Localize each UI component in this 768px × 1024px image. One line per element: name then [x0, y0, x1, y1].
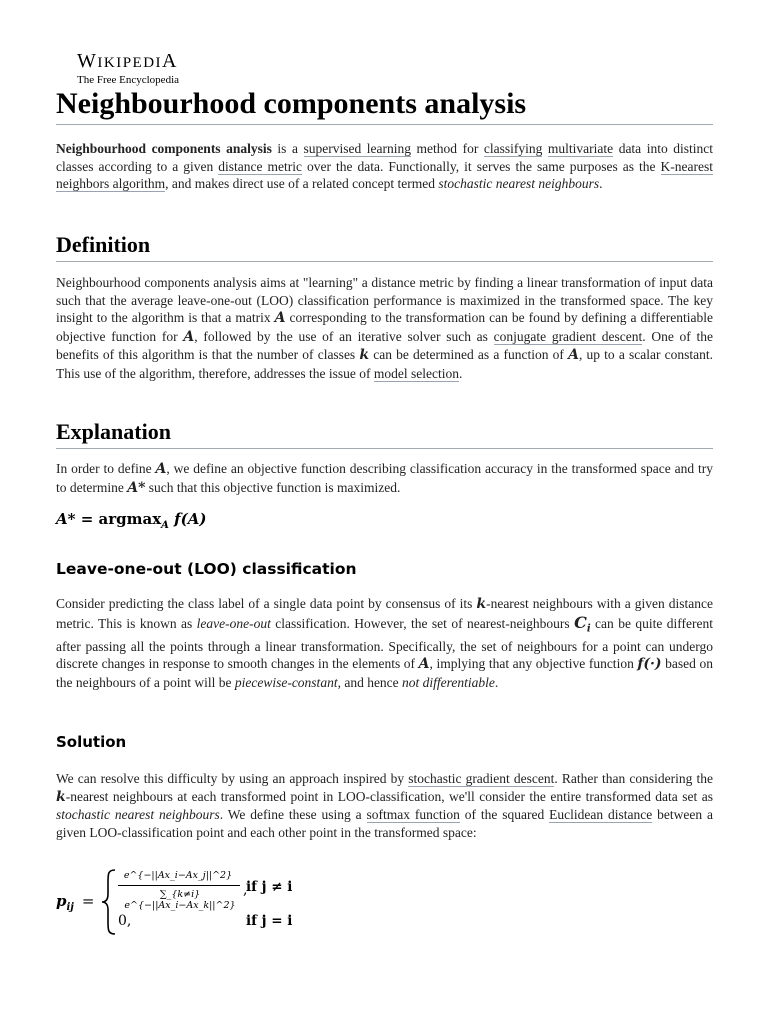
intro-paragraph: Neighbourhood components analysis is a supervised learning method for classifying multivariate data into distinct classes according to a given distance metric over the data. Functionally, it serves the same purposes as the K-nearest neighbors algorithm, and makes direct use of a related concept termed stochastic nearest neighbours. — [56, 141, 714, 192]
left-brace — [100, 868, 118, 936]
loo-paragraph: Consider predicting the class label of a single data point by consensus of its k-nearest neighbours with a given distance metric. This is known as leave-one-out classification. However, the set of nearest-neighbours $C_i$ can be quite different after passing all the points through a linear transformation. Specifically, the set of neighbours for a point can undergo discrete changes in response to smooth changes in the elements of A, implying that any objective function f(·) based on the neighbours of a point will be piecewise-constant, and hence not differentiable. — [56, 596, 713, 691]
logo-tagline: The Free Encyclopedia — [77, 74, 180, 86]
fraction-bar — [118, 885, 240, 886]
link-knn-algorithm[interactable]: K-nearest neighbors algorithm — [56, 158, 713, 192]
eq-condition-2: if j = i — [246, 913, 293, 929]
link-conjugate-gradient-descent[interactable]: conjugate gradient descent — [493, 328, 643, 344]
definition-paragraph: Neighbourhood components analysis aims at "learning" a distance metric by finding a linear transformation of input data such that the average leave-one-out (LOO) classification performance is maximized in the transformed space. The key insight to the algorithm is that a matrix A corresponding to the transformation can be found by defining a differentiable objective function for A, followed by the use of an iterative solver such as conjugate gradient descent. One of the benefits of this algorithm is that the number of classes k can be determined as a function of A, up to a scalar constant. This use of the algorithm, therefore, addresses the issue of model selection. — [56, 275, 713, 381]
link-softmax-function[interactable]: softmax function — [366, 807, 460, 823]
link-supervised-learning[interactable]: supervised learning — [303, 141, 412, 156]
heading-loo-classification: Leave-one-out (LOO) classification — [56, 560, 357, 578]
logo-wordmark: WIKIPEDIA — [77, 50, 178, 72]
eq-comma: , — [243, 882, 248, 898]
heading-explanation: Explanation — [56, 418, 713, 449]
heading-definition: Definition — [56, 231, 713, 262]
explanation-paragraph: In order to define A, we define an objective function describing classification accuracy in the transformed space and try to determine A* such that this objective function is maximized. — [56, 461, 713, 496]
eq-condition-1: if j ≠ i — [246, 879, 293, 895]
solution-paragraph: We can resolve this difficulty by using an approach inspired by stochastic gradient descent. Rather than considering the k-nearest neighbours at each transformed point in LOO-classification, we'll consider the entire transformed data set as stochastic nearest neighbours. We define these using a softmax function of the squared Euclidean distance between a given LOO-classification point and each other point in the transformed space: — [56, 771, 713, 840]
equation-softmax — [56, 868, 356, 938]
link-euclidean-distance[interactable]: Euclidean distance — [549, 807, 653, 823]
link-classifying[interactable]: classifying — [483, 141, 543, 156]
eq-zero: 0, — [118, 913, 132, 929]
eq-denominator: ∑_{k≠i} e^{−||Ax_i−Ax_k||^2} — [124, 889, 236, 911]
wikipedia-logo[interactable] — [77, 50, 179, 86]
page-title: Neighbourhood components analysis — [56, 86, 713, 125]
intro-bold-term: Neighbourhood components analysis — [56, 141, 272, 156]
heading-solution: Solution — [56, 733, 127, 751]
link-distance-metric[interactable]: distance metric — [218, 158, 303, 174]
link-model-selection[interactable]: model selection — [373, 365, 460, 381]
eq-numerator: e^{−||Ax_i−Ax_j||^2} — [123, 870, 233, 881]
eq-lhs: $p_{ij}$ = — [56, 892, 95, 913]
link-multivariate[interactable]: multivariate — [547, 141, 614, 156]
equation-argmax: A* = argmax$_A$ f(A) — [56, 510, 207, 531]
link-stochastic-gradient-descent[interactable]: stochastic gradient descent — [408, 771, 555, 786]
